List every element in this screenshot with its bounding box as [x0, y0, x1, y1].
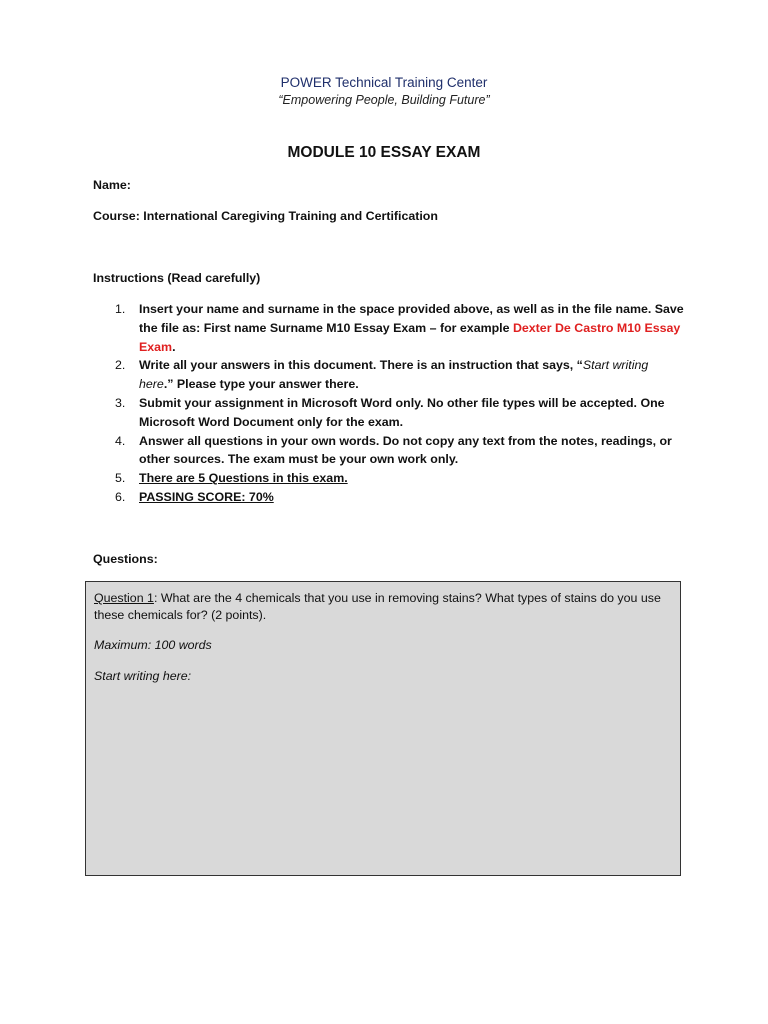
name-field[interactable]: [93, 178, 131, 192]
question-1-box: [85, 581, 681, 876]
course-value: International Caregiving Training and Certification: [143, 209, 438, 223]
instruction-italic: Start writing here: [139, 358, 649, 392]
question-1-start-prompt: Start writing here:: [94, 669, 192, 683]
organization-tagline: “Empowering People, Building Future”: [278, 93, 490, 107]
instruction-bold: The exam must be your own work only.: [227, 452, 459, 467]
instruction-text-end: .: [172, 339, 176, 354]
instruction-number: 2.: [115, 358, 126, 373]
instructions-heading: Instructions (Read carefully): [93, 271, 261, 285]
exam-title: MODULE 10 ESSAY EXAM: [287, 144, 481, 161]
question-1-prompt: [94, 590, 676, 624]
instruction-text: Answer all questions in your own words. Do not copy any text from the notes, readings, or other sources.: [139, 433, 672, 467]
instruction-text-end: . No other file types will be accepted. One Microsoft Word Document only for the exam.: [139, 395, 665, 429]
name-label: Name:: [93, 178, 131, 192]
question-1-answer-area[interactable]: [92, 690, 674, 868]
questions-heading: Questions:: [93, 552, 158, 566]
instruction-item: [115, 469, 685, 488]
instruction-item: [115, 300, 685, 356]
instruction-number: 1.: [115, 302, 126, 316]
course-label: Course:: [93, 209, 140, 223]
question-1-text: : What are the 4 chemicals that you use in removing stains? What types of stains do you use these chemicals for? (2 points).: [94, 591, 661, 622]
instruction-item: [115, 394, 685, 432]
instruction-item: [115, 488, 685, 507]
instruction-number: 3.: [115, 395, 126, 410]
instruction-text: PASSING SCORE: 70%: [139, 489, 274, 504]
instruction-text: Submit your assignment in: [139, 395, 302, 410]
organization-name: POWER Technical Training Center: [280, 75, 488, 90]
question-1-label: Question 1: [94, 591, 154, 605]
instruction-bold: Microsoft Word only: [301, 395, 421, 410]
instruction-number: 5.: [115, 471, 126, 486]
instruction-number: 4.: [115, 433, 126, 448]
instruction-item: [115, 356, 685, 394]
instruction-text-end: .” Please type your answer there.: [163, 377, 359, 392]
instruction-number: 6.: [115, 489, 126, 504]
filename-example: Dexter De Castro M10 Essay Exam: [139, 320, 681, 354]
course-line: [93, 209, 438, 223]
instruction-text: There are 5 Questions in this exam.: [139, 471, 348, 486]
instructions-list: [115, 300, 685, 507]
instruction-item: [115, 432, 685, 470]
question-1-word-limit: Maximum: 100 words: [94, 638, 212, 652]
instruction-text: Write all your answers in this document. There is an instruction that says, “: [139, 358, 583, 373]
instruction-text: Insert your name and surname in the space provided above, as well as in the file name. Save the file as: First name Surname M10 Essay Exam – for example: [139, 302, 684, 335]
